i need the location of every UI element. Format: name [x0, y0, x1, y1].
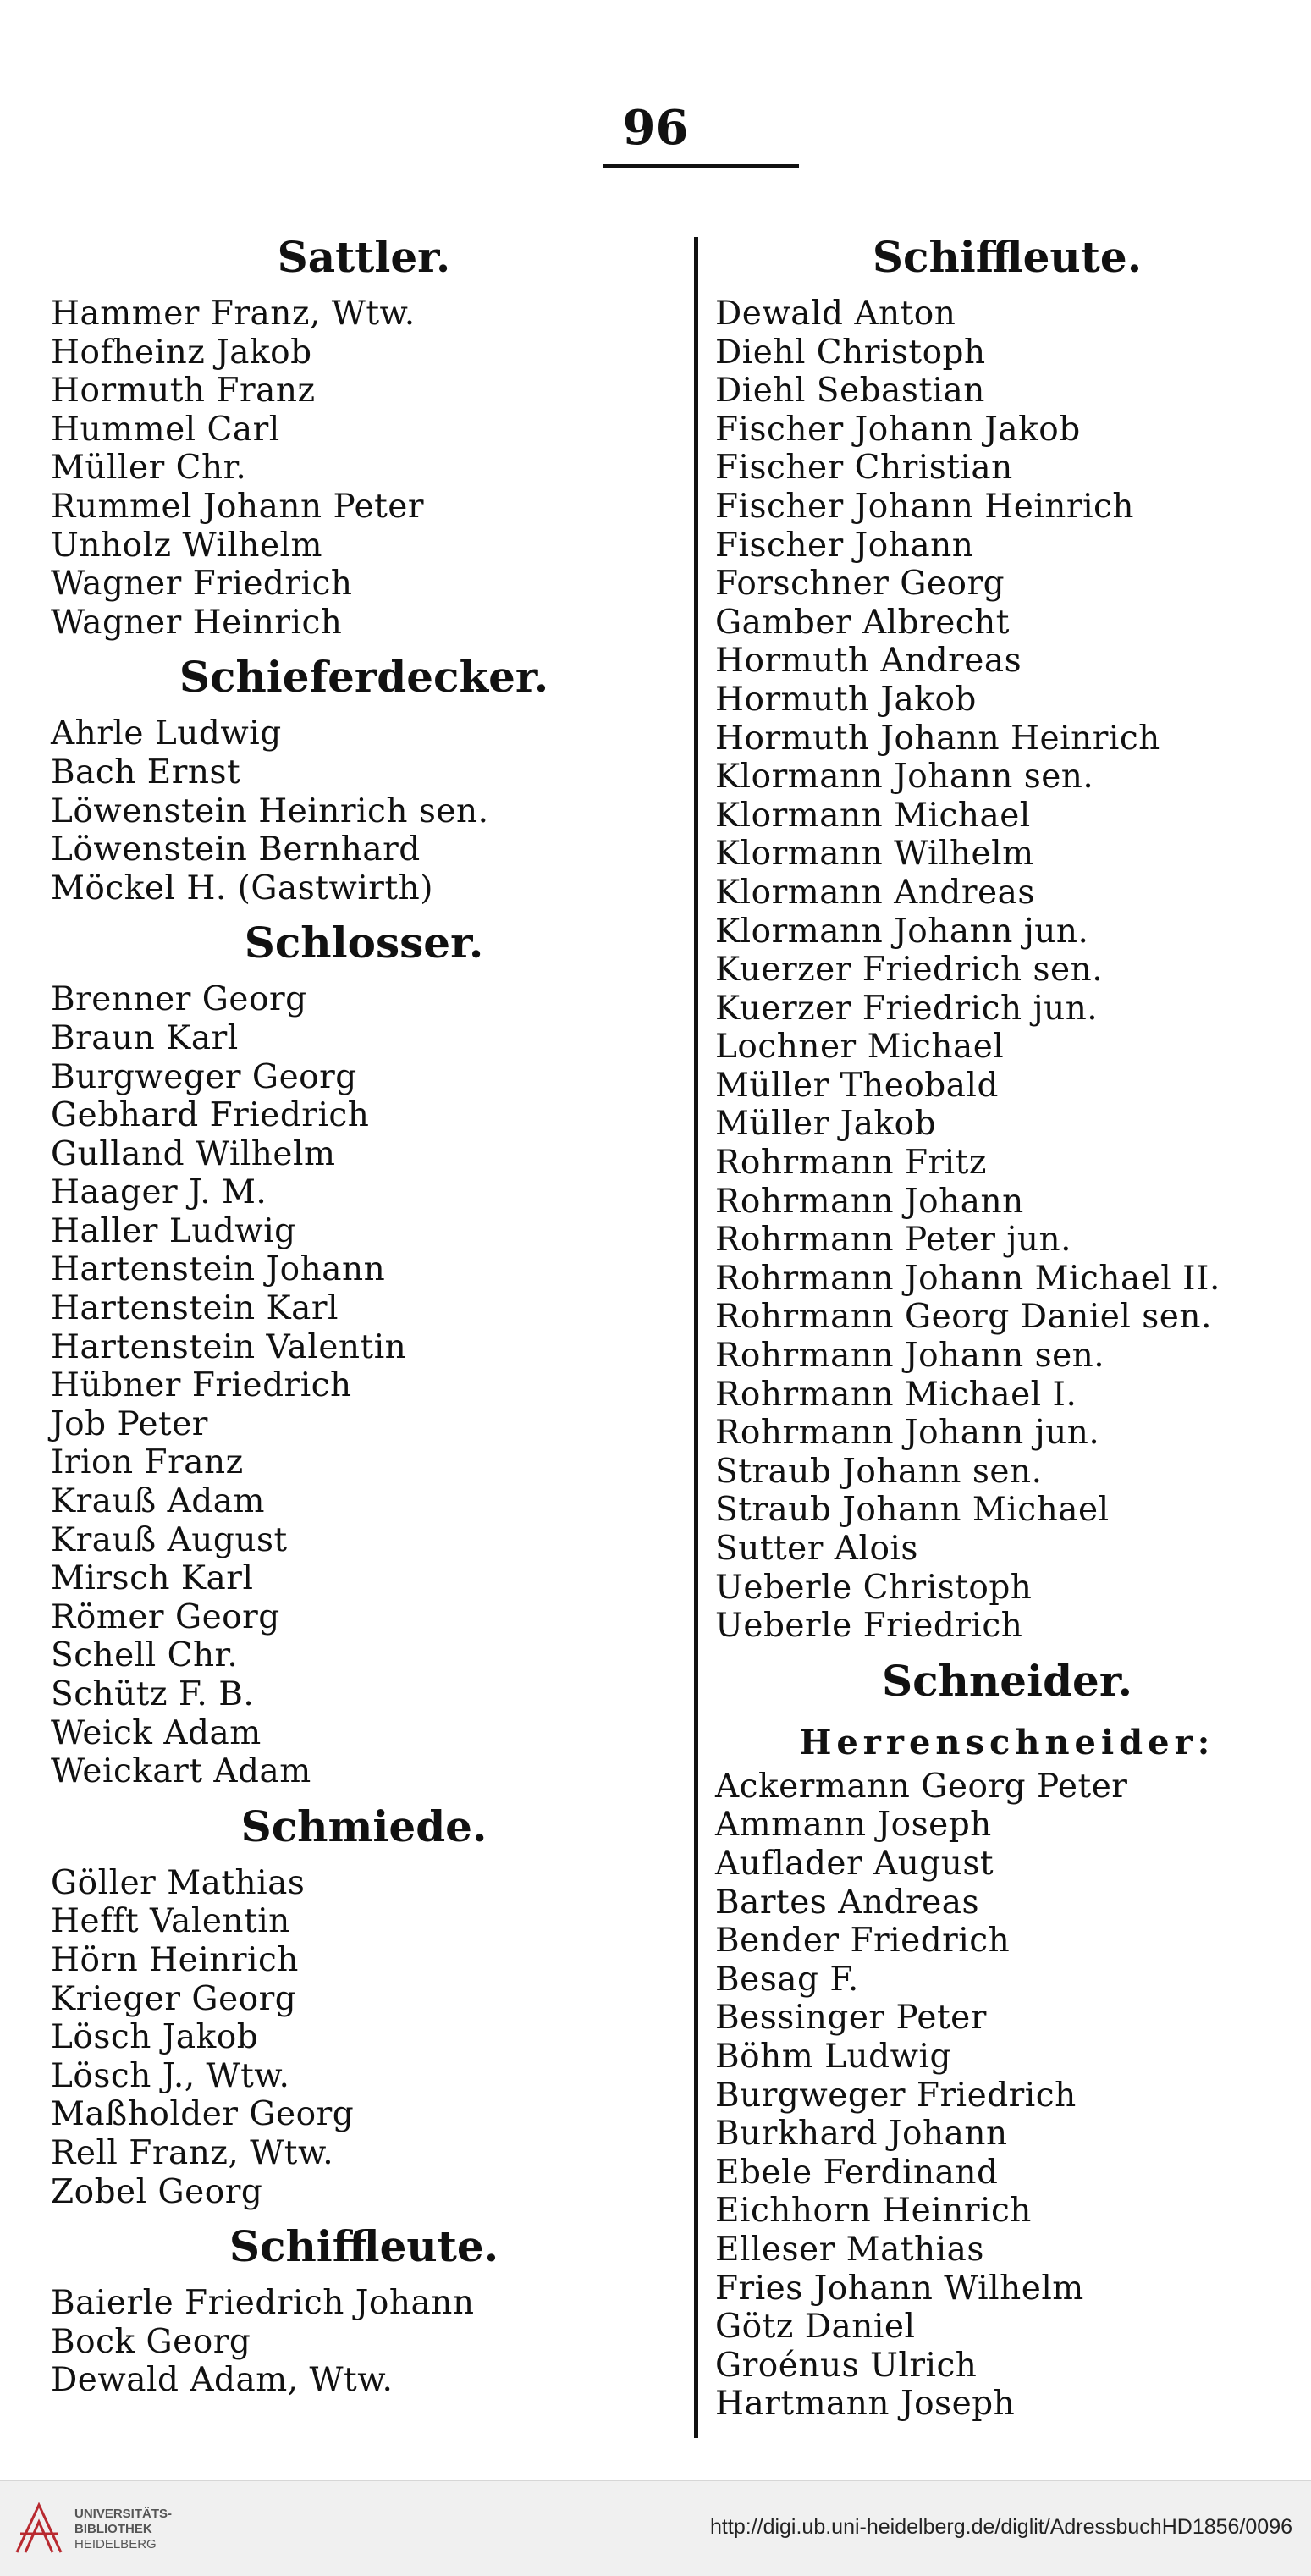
directory-entry: Hofheinz Jakob — [51, 333, 312, 372]
trade-section — [51, 913, 677, 1790]
directory-entry: Brenner Georg — [51, 980, 307, 1019]
directory-entry: Müller Chr. — [51, 449, 247, 488]
directory-entry: Müller Theobald — [715, 1066, 999, 1105]
directory-entry: Gebhard Friedrich — [51, 1096, 370, 1135]
trade-section — [715, 1651, 1299, 2424]
directory-entry: Baierle Friedrich Johann — [51, 2284, 475, 2323]
directory-entry: Fischer Johann Jakob — [715, 410, 1081, 449]
directory-entry: Schell Chr. — [51, 1636, 239, 1675]
directory-entry: Bender Friedrich — [715, 1922, 1011, 1961]
directory-entry: Dewald Anton — [715, 295, 956, 333]
directory-entry: Wagner Heinrich — [51, 603, 343, 642]
directory-entry: Wagner Friedrich — [51, 565, 353, 604]
directory-entry: Weickart Adam — [51, 1752, 311, 1791]
section-heading: Sattler. — [277, 232, 451, 282]
directory-entry: Unholz Wilhelm — [51, 526, 322, 565]
directory-entry: Hummel Carl — [51, 410, 280, 449]
directory-entry: Besag F. — [715, 1960, 859, 1999]
trade-section — [51, 2216, 677, 2400]
directory-entry: Groénus Ulrich — [715, 2346, 978, 2385]
trade-section — [51, 1796, 677, 2211]
directory-entry: Elleser Mathias — [715, 2230, 984, 2269]
directory-entry: Fischer Johann Heinrich — [715, 487, 1135, 526]
directory-entry: Haller Ludwig — [51, 1211, 296, 1250]
directory-entry: Ackermann Georg Peter — [715, 1767, 1128, 1806]
directory-entry: Rohrmann Peter jun. — [715, 1221, 1072, 1260]
directory-entry: Rohrmann Fritz — [715, 1144, 987, 1183]
directory-entry: Böhm Ludwig — [715, 2037, 951, 2076]
directory-entry: Rohrmann Michael I. — [715, 1375, 1077, 1414]
page-number-rule — [603, 164, 799, 168]
directory-entry: Hübner Friedrich — [51, 1366, 352, 1405]
section-heading: Schieferdecker. — [179, 652, 549, 703]
directory-entry: Diehl Christoph — [715, 333, 986, 372]
directory-entry: Ammann Joseph — [715, 1806, 992, 1845]
directory-entry: Schütz F. B. — [51, 1675, 255, 1713]
directory-entry: Hartenstein Valentin — [51, 1327, 407, 1366]
directory-entry: Burgweger Friedrich — [715, 2076, 1077, 2115]
directory-entry: Hartenstein Karl — [51, 1289, 339, 1328]
directory-entry: Fischer Johann — [715, 526, 974, 565]
trade-section — [715, 227, 1299, 1646]
university-seal-icon[interactable] — [14, 2500, 64, 2556]
directory-entry: Rell Franz, Wtw. — [51, 2133, 334, 2172]
directory-entry: Bartes Andreas — [715, 1883, 979, 1922]
trade-section — [51, 647, 677, 907]
directory-entry: Fischer Christian — [715, 449, 1013, 488]
directory-entry: Irion Franz — [51, 1443, 244, 1482]
directory-entry: Hartenstein Johann — [51, 1250, 386, 1289]
directory-entry: Job Peter — [51, 1404, 208, 1443]
directory-entry: Klormann Wilhelm — [715, 835, 1034, 874]
directory-entry: Hartmann Joseph — [715, 2385, 1016, 2424]
directory-entry: Hörn Heinrich — [51, 1940, 299, 1979]
directory-entry: Maßholder Georg — [51, 2095, 355, 2134]
directory-entry: Möckel H. (Gastwirth) — [51, 869, 433, 907]
directory-entry: Krauß August — [51, 1520, 288, 1559]
right-column — [715, 222, 1299, 2424]
directory-entry: Fries Johann Wilhelm — [715, 2269, 1084, 2308]
directory-entry: Hormuth Jakob — [715, 680, 977, 719]
directory-entry: Löwenstein Bernhard — [51, 830, 421, 869]
directory-entry: Straub Johann Michael — [715, 1491, 1110, 1530]
directory-entry: Rohrmann Johann sen. — [715, 1337, 1105, 1376]
library-line-3: HEIDELBERG — [74, 2537, 157, 2551]
directory-entry: Lösch J., Wtw. — [51, 2056, 290, 2095]
directory-entry: Hormuth Franz — [51, 372, 316, 411]
directory-entry: Forschner Georg — [715, 565, 1005, 604]
library-line-2: BIBLIOTHEK — [74, 2522, 152, 2536]
directory-entry: Burkhard Johann — [715, 2115, 1008, 2154]
column-divider — [694, 237, 698, 2438]
directory-entry: Hormuth Johann Heinrich — [715, 719, 1160, 758]
directory-entry: Straub Johann sen. — [715, 1452, 1043, 1491]
directory-entry: Rohrmann Georg Daniel sen. — [715, 1298, 1212, 1337]
directory-entry: Lösch Jakob — [51, 2018, 259, 2057]
section-heading: Schiffleute. — [872, 232, 1143, 282]
directory-entry: Auflader August — [715, 1844, 994, 1883]
directory-entry: Gulland Wilhelm — [51, 1134, 336, 1173]
directory-entry: Dewald Adam, Wtw. — [51, 2361, 394, 2400]
section-heading: Schneider. — [882, 1655, 1132, 1706]
directory-entry: Hammer Franz, Wtw. — [51, 295, 416, 333]
directory-entry: Mirsch Karl — [51, 1559, 254, 1598]
directory-entry: Rohrmann Johann — [715, 1182, 1024, 1221]
directory-entry: Eichhorn Heinrich — [715, 2192, 1032, 2231]
directory-entry: Diehl Sebastian — [715, 372, 985, 411]
directory-entry: Sutter Alois — [715, 1530, 918, 1568]
directory-entry: Klormann Andreas — [715, 873, 1035, 912]
section-subheading: Herrenschneider: — [799, 1722, 1215, 1762]
directory-entry: Klormann Johann jun. — [715, 912, 1089, 951]
directory-entry: Krauß Adam — [51, 1482, 265, 1521]
directory-entry: Löwenstein Heinrich sen. — [51, 792, 489, 830]
directory-entry: Krieger Georg — [51, 1979, 297, 2018]
directory-entry: Gamber Albrecht — [715, 603, 1010, 642]
directory-entry: Rohrmann Johann Michael II. — [715, 1259, 1220, 1298]
section-heading: Schlosser. — [244, 918, 484, 968]
directory-entry: Rummel Johann Peter — [51, 487, 424, 526]
directory-entry: Kuerzer Friedrich sen. — [715, 951, 1104, 990]
directory-entry: Rohrmann Johann jun. — [715, 1414, 1100, 1453]
directory-entry: Bessinger Peter — [715, 1999, 987, 2038]
directory-entry: Bock Georg — [51, 2322, 251, 2361]
directory-entry: Lochner Michael — [715, 1028, 1005, 1067]
directory-entry: Müller Jakob — [715, 1105, 937, 1144]
page-number: 96 — [622, 100, 689, 156]
directory-entry: Ebele Ferdinand — [715, 2153, 999, 2192]
directory-entry: Weick Adam — [51, 1713, 262, 1752]
directory-entry: Kuerzer Friedrich jun. — [715, 989, 1099, 1028]
directory-entry: Hormuth Andreas — [715, 642, 1022, 681]
directory-entry: Zobel Georg — [51, 2172, 263, 2211]
directory-entry: Bach Ernst — [51, 753, 241, 792]
directory-entry: Ahrle Ludwig — [51, 714, 282, 753]
directory-entry: Haager J. M. — [51, 1173, 267, 1212]
section-heading: Schiffleute. — [229, 2221, 499, 2272]
library-name — [74, 2507, 172, 2552]
directory-entry: Ueberle Christoph — [715, 1568, 1033, 1607]
directory-entry: Göller Mathias — [51, 1863, 306, 1902]
section-heading: Schmiede. — [240, 1801, 487, 1851]
library-line-1: UNIVERSITÄTS- — [74, 2507, 173, 2521]
directory-entry: Römer Georg — [51, 1597, 280, 1636]
permalink-url[interactable]: http://digi.ub.uni-heidelberg.de/diglit/AdressbuchHD1856/0096 — [710, 2515, 1292, 2539]
viewer-footer — [0, 2480, 1311, 2576]
directory-entry: Braun Karl — [51, 1018, 239, 1057]
trade-section — [51, 227, 677, 642]
directory-entry: Burgweger Georg — [51, 1057, 357, 1096]
directory-entry: Ueberle Friedrich — [715, 1607, 1023, 1646]
directory-entry: Götz Daniel — [715, 2308, 916, 2347]
directory-entry: Klormann Johann sen. — [715, 758, 1094, 797]
directory-entry: Hefft Valentin — [51, 1902, 290, 1941]
directory-entry: Klormann Michael — [715, 796, 1031, 835]
left-column — [51, 222, 677, 2400]
